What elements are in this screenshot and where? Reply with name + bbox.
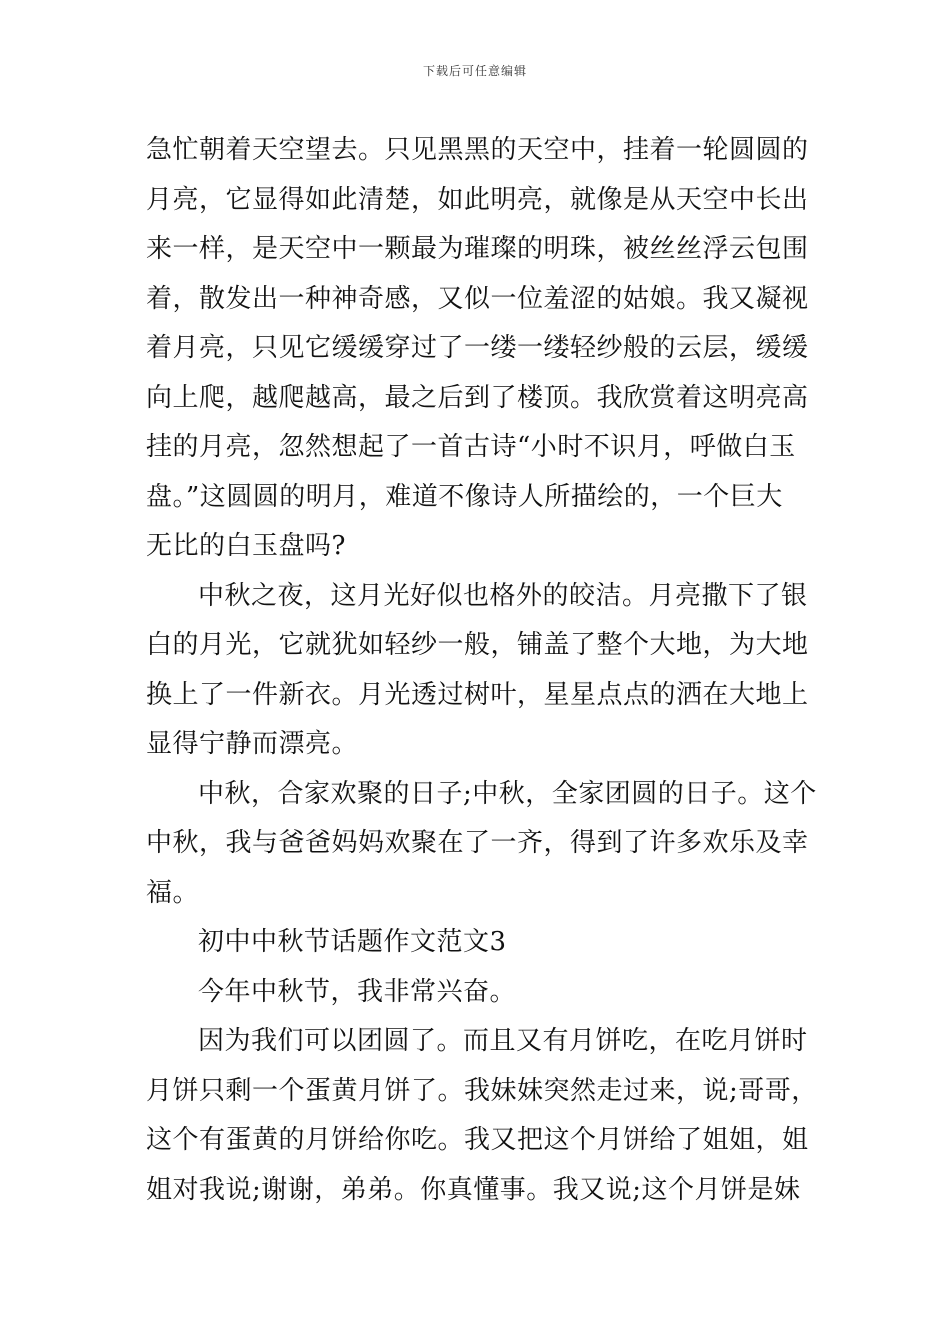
text-line: 无比的白玉盘吗? <box>146 531 346 561</box>
text-line: 向上爬，越爬越高，最之后到了楼顶。我欣赏着这明亮高 <box>146 382 809 413</box>
text-line: 中秋之夜，这月光好似也格外的皎洁。月亮撒下了银 <box>198 580 808 611</box>
page-header: 下载后可任意编辑 <box>422 64 527 78</box>
text-line: 显得宁静而漂亮。 <box>146 729 359 759</box>
text-line: 白的月光，它就犹如轻纱一般，铺盖了整个大地，为大地 <box>146 630 809 660</box>
text-line: 急忙朝着天空望去。只见黑黑的天空中，挂着一轮圆圆的 <box>146 135 809 165</box>
text-line: 福。 <box>146 877 200 908</box>
text-line: 着月亮，只见它缓缓穿过了一缕一缕轻纱般的云层，缓缓 <box>146 333 809 363</box>
text-line: 中秋，我与爸爸妈妈欢聚在了一齐，得到了许多欢乐及幸 <box>146 828 809 858</box>
text-line: 着，散发出一种神奇感，又似一位羞涩的姑娘。我又凝视 <box>146 283 809 314</box>
text-line: 月饼只剩一个蛋黄月饼了。我妹妹突然走过来，说;哥哥， <box>146 1075 818 1106</box>
text-line: 换上了一件新衣。月光透过树叶，星星点点的洒在大地上 <box>146 679 809 710</box>
text-line: 来一样，是天空中一颗最为璀璨的明珠，被丝丝浮云包围 <box>146 234 809 264</box>
text-line: 因为我们可以团圆了。而且又有月饼吃，在吃月饼时 <box>198 1026 808 1056</box>
text-line: 盘。”这圆圆的明月，难道不像诗人所描绘的，一个巨大 <box>146 481 783 512</box>
text-line: 中秋，合家欢聚的日子;中秋，全家团圆的日子。这个 <box>198 778 817 809</box>
text-line: 姐对我说;谢谢，弟弟。你真懂事。我又说;这个月饼是妹 <box>146 1174 801 1205</box>
document-body <box>146 126 818 1215</box>
text-line: 今年中秋节，我非常兴奋。 <box>198 976 517 1007</box>
text-line: 挂的月亮，忽然想起了一首古诗“小时不识月，呼做白玉 <box>146 432 796 462</box>
section-heading: 初中中秋节话题作文范文3 <box>198 927 507 957</box>
text-line: 这个有蛋黄的月饼给你吃。我又把这个月饼给了姐姐，姐 <box>146 1125 809 1155</box>
text-line: 月亮，它显得如此清楚，如此明亮，就像是从天空中长出 <box>146 184 809 215</box>
